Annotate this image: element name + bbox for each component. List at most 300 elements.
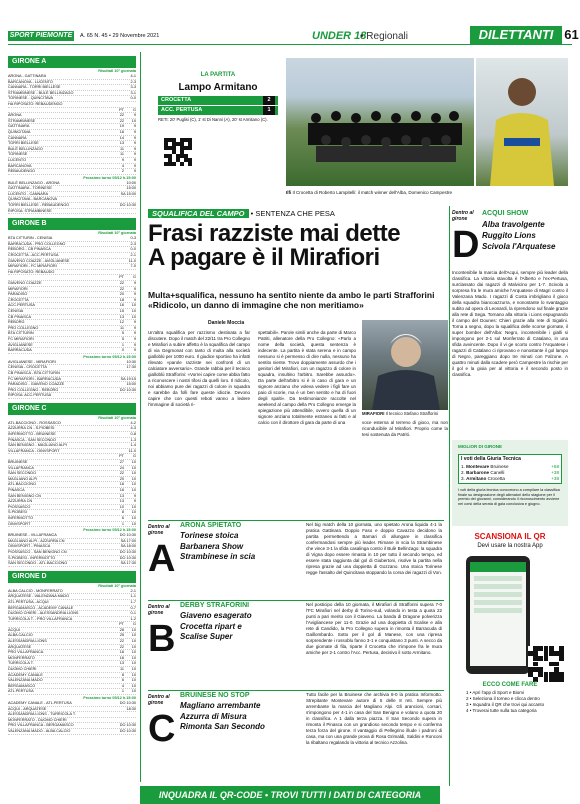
match-score: 7-0: [130, 264, 136, 269]
match-name: TORINESE - QUINCITAVA: [8, 96, 54, 101]
team-games: 9: [133, 141, 136, 146]
match-name: BARRACUDA - PRO COLLEGNO: [8, 241, 66, 246]
player-photo: [476, 58, 568, 186]
qr-module: [168, 154, 172, 158]
table-header-g: G: [133, 275, 136, 280]
team-name: BULÈ BELLINZAGO: [8, 146, 43, 151]
fixture-name: OINVSPORT - PINASCA: [8, 544, 51, 549]
team-games: 9: [133, 336, 136, 341]
byline: Daniele Moccia: [208, 320, 245, 326]
team-points: 6: [121, 678, 124, 683]
team-points: 20: [119, 292, 124, 297]
app-screen-mock: [470, 562, 526, 666]
team-points: 11: [120, 152, 124, 157]
qr-module: [172, 138, 176, 142]
coach-photo: [362, 320, 448, 410]
round-label: Risultati 10° giornata: [98, 415, 136, 420]
team-name: S.PIOBESI: [8, 510, 27, 515]
match-score: 2-1: [130, 588, 136, 593]
team-points: 15: [119, 308, 124, 313]
match-score: 11-0: [128, 448, 136, 453]
fixture-name: CENISIA - CROCETTA: [8, 365, 47, 370]
qr-module: [168, 142, 172, 146]
team-games: 9: [133, 286, 136, 291]
fixture-name: QUINCITAVA - BARCANOVA: [8, 197, 58, 202]
qr-code-icon[interactable]: [528, 646, 564, 682]
qr-module: [549, 672, 554, 677]
qr-module: [554, 656, 559, 661]
fixture-name: LUCENTO - CANNARA: [8, 191, 49, 196]
qr-module: [188, 154, 192, 158]
fixture-time: DO 10:30: [119, 387, 136, 392]
match-name: VILLAFRANCA - OINVSPORT: [8, 448, 60, 453]
team-games: 9: [133, 163, 136, 168]
qr-module: [164, 146, 168, 150]
team-points: 8: [121, 510, 124, 515]
match-name: ATL.BACCIONO - ROSSASCO: [8, 420, 61, 425]
score-row: [158, 106, 278, 115]
poll-pos: 1.: [461, 464, 465, 469]
qr-module: [544, 667, 549, 672]
bottom-banner[interactable]: INQUADRA IL QR-CODE • TROVI TUTTI I DATI DI CATEGORIA: [140, 786, 440, 804]
qr-module: [180, 150, 184, 154]
photo-caption: [286, 190, 452, 195]
team-games: 9: [133, 129, 136, 134]
match-score: 1-2: [130, 616, 136, 621]
girone-header: GIRONE A: [8, 56, 136, 68]
qr-module: [544, 651, 549, 656]
qr-module: [164, 142, 168, 146]
team-name: GIAVENO COAZZE: [8, 281, 42, 285]
qr-module: [554, 646, 559, 651]
fixture-time: DO 10:30: [119, 549, 136, 554]
qr-module: [168, 146, 172, 150]
team-name: CB PINASCA: [8, 314, 31, 319]
qr-module: [544, 662, 549, 667]
match-score: 2-1: [130, 253, 136, 258]
team-name: TURRICOLA T.: [8, 661, 34, 666]
poll-points: +38: [551, 476, 559, 481]
qr-module: [164, 138, 168, 142]
poll-row: [461, 470, 559, 475]
qr-module: [554, 651, 559, 656]
qr-module: [172, 162, 176, 166]
qr-module: [180, 154, 184, 158]
qr-module: [180, 162, 184, 166]
match-score: 0-0: [130, 96, 136, 101]
caption-label: Ilfi: [286, 190, 292, 195]
standings-row: [8, 522, 136, 528]
highlight-item: Alba travolgente: [482, 220, 545, 229]
team-points: 27: [119, 460, 124, 465]
team-name: BARRACUDA: [8, 348, 32, 353]
poll-note: I voti della giuria tecnica concorrono a compilare la classifica finale su designazione degli allenatori dello stagione per il premio dei giovanni, considerando il riconoscimento avviene nei corsi della serata di gala conclusiva e giugno.: [458, 488, 560, 506]
match-name: BARCANOVA - LUCENTO: [8, 79, 53, 84]
team-name: ARQUATESE: [8, 644, 32, 649]
girone-highlights: [180, 611, 252, 643]
match-score: 2-3: [130, 241, 136, 246]
qr-module: [168, 138, 172, 142]
qr-module: [533, 656, 538, 661]
fixture-name: RIPOSA: ACC.PERTUSA: [8, 393, 52, 398]
qr-module: [184, 162, 188, 166]
team-points: 4: [121, 683, 124, 688]
qr-module: [559, 662, 564, 667]
fixture-time: SA 15:00: [120, 191, 136, 196]
section-divider: [148, 600, 444, 601]
qr-module: [528, 672, 533, 677]
goals-summary: RETI: 20' Puglisi (C), 1' st Di Nanni (A), 20' st Armitano (C).: [158, 117, 268, 122]
how-to-step: 2 • Seleziona il torneo e clicca dentro: [466, 696, 540, 701]
how-to-step: 1 • Apri l'app di Sport e Biomi: [466, 690, 524, 695]
match-name: PINASCA - SAN SECONDO: [8, 437, 56, 442]
team-name: PINASCA: [8, 488, 25, 492]
girone-header: GIRONE D: [8, 571, 136, 583]
fixture-name: CB PINASCA - BTA CITTURIN: [8, 370, 60, 375]
fixture-name: AVIGLIANESE - MIRAFIORI: [8, 359, 56, 364]
team-points: 22: [119, 644, 124, 649]
team-games: 9: [133, 124, 136, 129]
poll-title: MIGLIOR DI GIRONE: [458, 444, 503, 449]
girone-body: Nel posticipo della 10 giornata, il Mirafiori di Strafforini supera 7-0 l'FC Mirafiori nel derby di Torino-sud, volando in testa a quota 22 punti a pari merito con il Giaveno. La banda di Dragone polverizza l'Avigliancese per 11-0. Grazie ad una doppietta di Scalise e alla rete di Candido, la Pro Collegno supera in rimonta il Barracuda di Gaillombardo. Sotto per il gol di Manese, con una ripresa sorprendente i rossoblu fanno 3-1 e conquistano 3 punti. A secco da due giornate di fila, riparte il Crocetta che s'impone fra le mura amiche per 2-1 contro l'Acc. Pertusa, decisivo il sotto Armitano.: [306, 602, 442, 655]
next-round-label: Prossimo turno 05/12 h.15:00: [83, 354, 136, 359]
girone-label: Dentro al girone: [148, 524, 170, 536]
team-points: 25: [119, 633, 124, 638]
team-name: ALESSANDRIA LIONS: [8, 639, 47, 644]
team-points: 16: [119, 488, 124, 492]
headline-line: Frasi razziste mai dette: [148, 220, 401, 247]
team-name: MONFERRATO: [8, 655, 35, 660]
qr-module: [538, 646, 543, 651]
team-score: 2: [263, 96, 275, 105]
qr-module: [164, 154, 168, 158]
highlight-item: Scivola l'Arquatese: [482, 242, 556, 251]
girone-title: DERBY STRAFORINI: [180, 602, 250, 609]
team-games: 10: [131, 672, 136, 677]
qr-module: [184, 154, 188, 158]
qr-module: [172, 142, 176, 146]
girone-body: Inconteniblie la marcia dell'Acqui, sempre più leader della classifica. La vittoria stavolta è l'Alberto e l'ex-Pertusa, surclassato dai ragazzi di Malvicino per 1-7. Scivola a sorpresa fra le mura amiche l'Arquatese di Magri contro il Valenzana Mado. I ragazzi di Costa imbrigliano il gioco della squadra biancoazzurra, e nonostante lo svantaggio subito ad opera di Leonardi, la riprendono sul finale grazie alla rete di Sega. Tornano alla vittoria i Lions espugnando il campo del Dounes: Chieri grazie alla rete di Sigalini. Torna a segno, dopo la squalifica delle scorse giornate, il super bomber dell'Alba: Negro, incontenibile i gialli si impongono per 2-1 sul Monferrato di Catalano, in una sfida avvincente. Dopo il vi ge scorto contro l'Arquatese i ragazzi di Catalano ci riprovano e nonostante il gol lampo di Negro, pareggiano dopo tre minuti con Falzone. A quattro minuti dalla scadere però Campestre la rischie per il gol e la gioia per al vittoria e il secondo posto in classifica.: [452, 270, 568, 377]
qr-module: [549, 646, 554, 651]
how-to-step: 3 • Inquadra il QR che trovi qui accanto: [466, 702, 545, 707]
qr-module: [533, 667, 538, 672]
girone-title: ACQUI SHOW: [482, 210, 529, 217]
qr-module: [533, 672, 538, 677]
round-label: Risultati 10° giornata: [98, 583, 136, 588]
qr-module: [184, 150, 188, 154]
team-games: 10: [131, 627, 136, 632]
team-points: 0: [121, 348, 124, 353]
team-name: CANNARA: [8, 135, 27, 140]
qr-module: [164, 158, 168, 162]
qr-module: [176, 154, 180, 158]
qr-module: [533, 646, 538, 651]
qr-module: [544, 656, 549, 661]
team-photo: [286, 58, 474, 186]
team-name: PRO VILLAFRANCA: [8, 650, 44, 655]
girone-letter: B: [148, 618, 176, 660]
caption-text: Il Crocetta di Roberto Lampitelli: il match winner dell'Alba, Domenico Campestre: [292, 190, 452, 195]
team-points: 9: [121, 157, 124, 162]
fixture-name: SAN SECONDO - ATL.BACCIONO: [8, 561, 68, 566]
team-games: 9: [133, 281, 136, 285]
qr-code-icon[interactable]: [164, 138, 192, 166]
qr-module: [559, 656, 564, 661]
article-column: spettabili». Parole simili anche da parte di Marco Patriti, allenatore della Pro Collegno: «Parlo a nome della società, questa sentenza è indecente. La partita è stata serena e in campo nessuno si è permesso di dire nulla, nessuno ha sentito niente. Trovo doppiamente assurdo che i genitori del Mirafiori, con un ragazzo di colore in squadra, insultino l'arbitro. Sarebbe assurdo». Da parte dell'arbitro si è in caso di gara e un signore anziano che voleva vedere i figli fare un paio di scorie, ma è un ben sentito e ha di fuori degli spalti». Da testimonianze raccolte nel weekend al campo della Pro Collegno emerge la spiegazione più attendibile, ovvero quella di un signore anziano totalmente estraneo ai fatti e al calcio con il dirottore di gara da parte di una: [258, 330, 356, 425]
standings-column: [8, 52, 136, 735]
team-games: 10: [131, 644, 136, 649]
fixture-name: BRUINESE - VILLAFRANCA: [8, 533, 57, 538]
poll-team: Canelli: [490, 470, 505, 475]
team-points: 22: [119, 286, 124, 291]
team-name: PARADISO: [8, 292, 28, 297]
team-games: 9: [133, 169, 136, 174]
team-points: 28: [119, 627, 124, 632]
girone-letter: C: [148, 708, 176, 750]
qr-module: [188, 158, 192, 162]
team-points: 11: [120, 667, 124, 672]
match-label: LA PARTITA: [200, 72, 236, 78]
team-name: ARONA: [8, 113, 22, 118]
qr-module: [176, 142, 180, 146]
qr-module: [172, 158, 176, 162]
qr-module: [164, 150, 168, 154]
team-points: 1: [121, 689, 124, 694]
next-round-label: Prossimo turno 05/12 h.15:00: [83, 528, 136, 533]
standings-row: [8, 169, 136, 175]
qr-module: [549, 651, 554, 656]
qr-module: [549, 662, 554, 667]
next-round-label: Prossimo turno 05/12 h.15:00: [83, 696, 136, 700]
article-standfirst: Multa+squalifica, nessuno ha sentito niente da ambo le parti Strafforini «Ridicolo, un danno di immagine che non meritiamo»: [148, 290, 435, 310]
team-games: 9: [133, 297, 136, 302]
team-games: 9: [133, 113, 136, 118]
match-name: ARONA - GATTINARA: [8, 74, 47, 78]
highlight-item: Ruggito Lions: [482, 231, 536, 240]
match-score: 3-1: [130, 90, 136, 95]
qr-module: [544, 672, 549, 677]
team-points: 8: [121, 672, 124, 677]
team-points: 13: [119, 661, 124, 666]
team-games: 10: [131, 639, 136, 644]
caption-text: Il tecnico Stefano Strafforini: [385, 411, 439, 416]
how-to-title: ECCO COME FARE: [482, 682, 538, 688]
team-points: 19: [119, 124, 124, 129]
match-name: BERGAMASCO - ACADEMY CANALE: [8, 605, 74, 610]
team-games: 9: [133, 135, 136, 140]
qr-module: [180, 158, 184, 162]
highlight-item: Strambinese in scia: [180, 552, 256, 561]
team-games: 10: [131, 678, 136, 683]
qr-module: [528, 667, 533, 672]
team-name: LUCENTO: [8, 157, 27, 162]
qr-module: [180, 146, 184, 150]
team-points: 16: [119, 650, 124, 655]
team-games: 9: [133, 157, 136, 162]
team-games: 10: [131, 633, 136, 638]
poll-row: [461, 476, 559, 481]
photo-caption: [362, 411, 438, 416]
sport-logo: SPORT PIEMONTE: [9, 32, 73, 39]
team-points: 16: [119, 655, 124, 660]
team-name: ACC.PERTUSA: [8, 303, 35, 308]
fixture-name: PARADISO - GIAVENO COAZZE: [8, 382, 65, 387]
qr-module: [184, 142, 188, 146]
team-points: 20: [119, 476, 124, 481]
team-name: MAGLIANO ALPI: [8, 476, 38, 481]
table-header-pt: PT: [119, 622, 124, 627]
team-photo-figures: [286, 58, 474, 186]
team-games: 10: [131, 460, 136, 465]
team-points: 13: [119, 314, 124, 319]
match-name: ATL.PERTUSA - ACQUI: [8, 599, 49, 604]
poll-name: Montevare: [466, 464, 490, 469]
highlight-item: Barbanera Show: [180, 541, 244, 551]
fixture-name: TORRI BIELLESE - REBAUDENGO: [8, 203, 70, 208]
kicker-tag: SQUALIFICA DEL CAMPO: [148, 209, 249, 218]
article-column: voce esterna al terreno di gioco, ma non riconducibile al Mirafiori. Proprio come la tesi sostenuta da Patriti.: [362, 420, 448, 437]
match-name: HA RIPOSATO: REBAUDENGO: [8, 101, 63, 106]
category-banner: DILETTANTI: [470, 26, 562, 44]
article-headline: [148, 222, 448, 270]
match-name: HA RIPOSATO: REBAUDO: [8, 269, 55, 274]
qr-module: [184, 146, 188, 150]
team-name: TORINESE: [8, 152, 28, 157]
team-name: BRUINESE: [8, 460, 28, 465]
qr-module: [533, 651, 538, 656]
girone-body: Tutto facile per la Bruinese che archivia 8-0 la pratica Informotto. Strepitante Montevare autore di 5 delle 8 reti. Sempre più arrembante la marcia del Magliano Alpi. Gli arancioni, corsari, s'impongono per 4-1 in casa del San Benigno e volano a quota 20 in classifica. A 1 dalla terza piazza. Il San Secondo supera in rimonta il Pinasca con un grandioso secondo tempo e si conferma terza forza del girone. Il vantaggio di Pellegrino illude i padroni di casa, ma con una grande prova di Rosa Grimaldi, Saldini e Ronconi la ribaltano regalando la vittoria al tecnico Azzolina.: [306, 692, 442, 745]
team-name: ATL.PERTUSA: [8, 689, 34, 694]
match-score: 0-0: [130, 247, 136, 252]
fixture-time: 15:00: [126, 382, 136, 387]
fixture-name: ACQUI - ARQUATESE: [8, 706, 47, 711]
team-games: 10: [131, 482, 136, 487]
standings-row: [8, 689, 136, 695]
girone-body: Nel big match della 10 giornata, uno spietato Arona liquida 4-1 la pratica Gattinara. Doppio Faso e doppio Cavazzo decidono la partita permettendo a Barnari di allungare in classifica confermandosi sempre più leader. Rimane in scia la Strambinese che vince 3-1 la sfida casalinga contro il Bulè Bellinzago: la squadra di Vigna dopo essere rimasta in 10 per tutto il secondo tempo, ed essere stata raggiunta dal gol di Giubertoni, risolve la partita nella ripresa grazie ad una doppietta di Gozzano. Una stoica Torinese regge l'assalto del Quincitava stoppando la corsa dei ragazzi di Von.: [306, 522, 442, 575]
poll-team: Crocetta: [487, 476, 505, 481]
match-score: 4-1: [130, 74, 136, 78]
team-points: 1: [121, 521, 124, 526]
team-points: 13: [119, 141, 124, 146]
qr-module: [544, 646, 549, 651]
fixture-name: PRO VILLAFRANCA - BERGAMASCO: [8, 723, 74, 728]
qr-module: [180, 142, 184, 146]
fixture-time: 10:30: [126, 359, 136, 364]
caption-label: MIRAFIORI: [362, 411, 385, 416]
qr-module: [538, 656, 543, 661]
team-name: CROCETTA: [161, 97, 192, 103]
match-name: CROCETTA - ACC.PERTUSA: [8, 253, 59, 258]
fixture-name: FC MIRAFIORI - BARRACUDA: [8, 376, 61, 381]
team-points: 22: [119, 281, 124, 285]
team-name: AVIGLIANESE: [8, 342, 33, 347]
team-games: 10: [131, 510, 136, 515]
table-header-pt: PT: [119, 454, 124, 459]
qr-module: [176, 162, 180, 166]
poll-name: Barbarone: [466, 470, 490, 475]
team-games: 9: [133, 348, 136, 353]
highlight-item: Crocetta ripart e: [180, 621, 242, 631]
team-points: 12: [119, 320, 124, 325]
fixture-name: BULÈ BELLINZAGO - ARONA: [8, 180, 60, 185]
team-games: 10: [131, 118, 136, 123]
team-name: STRAMBINESE: [8, 118, 36, 123]
team-name: OINVSPORT: [8, 521, 31, 526]
team-name: CENISIA: [8, 308, 24, 313]
poll-points: +38: [551, 470, 559, 475]
match-name: MIRAFIORI - FC MIRAFIORI: [8, 264, 57, 269]
match-score: 1-7: [130, 599, 136, 604]
team-points: 13: [119, 499, 124, 504]
team-points: 5: [121, 336, 124, 341]
headline-line: A pagare è il Mirafiori: [148, 244, 380, 271]
section-title: UNDER 18: [312, 30, 367, 42]
section-divider: [148, 690, 444, 691]
team-games: 10: [131, 488, 136, 492]
team-name: BTA CITTURIN: [8, 331, 34, 336]
table-header-g: G: [133, 107, 136, 112]
match-name: DUOMO CHIERI - ALESSANDRIA LIONS: [8, 611, 79, 616]
match-title: Lampo Armitano: [178, 82, 258, 93]
table-header-blank: [8, 454, 112, 459]
match-score: 1-3: [130, 437, 136, 442]
highlight-item: Rimonta San Secondo: [180, 722, 265, 731]
standings-row: [8, 348, 136, 354]
column-divider: [449, 206, 450, 786]
team-name: TORRI BIELLESE: [8, 141, 39, 146]
team-name: ACQUI: [8, 627, 21, 632]
fixture-time: SA 18:00: [120, 544, 136, 549]
table-header-pt: PT: [119, 275, 124, 280]
highlight-item: Giaveno esagerato: [180, 611, 252, 620]
team-games: 10: [131, 661, 136, 666]
team-name: SAN BENIGNO CN: [8, 493, 41, 498]
table-header-g: G: [133, 622, 136, 627]
match-name: CANNARA - TORRI BIELLESE: [8, 85, 61, 90]
team-games: 9: [133, 320, 136, 325]
team-name: DUOMO CHIERI: [8, 667, 37, 672]
team-name: QUINCITAVA: [8, 129, 31, 134]
qr-module: [164, 162, 168, 166]
team-points: 22: [119, 118, 124, 123]
team-points: 16: [119, 482, 124, 487]
table-header-blank: [8, 622, 112, 627]
poll-pos: 2.: [461, 470, 465, 475]
fixture-time: SA 17:00: [120, 538, 136, 543]
team-points: 16: [119, 303, 124, 308]
how-to-step: 4 • Troverai tutte sulla tua categoria: [466, 708, 537, 713]
team-points: 6: [121, 515, 124, 520]
qr-module: [172, 154, 176, 158]
girone-title: ARONA SPIETATO: [180, 522, 242, 529]
match-name: STRAMBINESE - BULÈ BELLINZAGO: [8, 90, 74, 95]
team-name: FC MIRAFIORI: [8, 336, 34, 341]
qr-module: [559, 672, 564, 677]
qr-module: [168, 162, 172, 166]
team-name: INFERMOTTO: [8, 515, 34, 520]
team-name: SAN SECONDO: [8, 471, 37, 476]
fixture-row: [8, 561, 136, 567]
girone-label: Dentro al girone: [148, 694, 170, 706]
team-points: 13: [119, 493, 124, 498]
team-points: 1: [121, 342, 124, 347]
match-name: GIAVENO COAZZE - AVIGLIANESE: [8, 258, 70, 263]
app-promo-subtitle: Devi usare la nostra App: [477, 543, 543, 549]
match-score: 1-1: [130, 594, 136, 599]
team-points: 16: [119, 129, 124, 134]
qr-module: [528, 651, 533, 656]
qr-module: [559, 667, 564, 672]
